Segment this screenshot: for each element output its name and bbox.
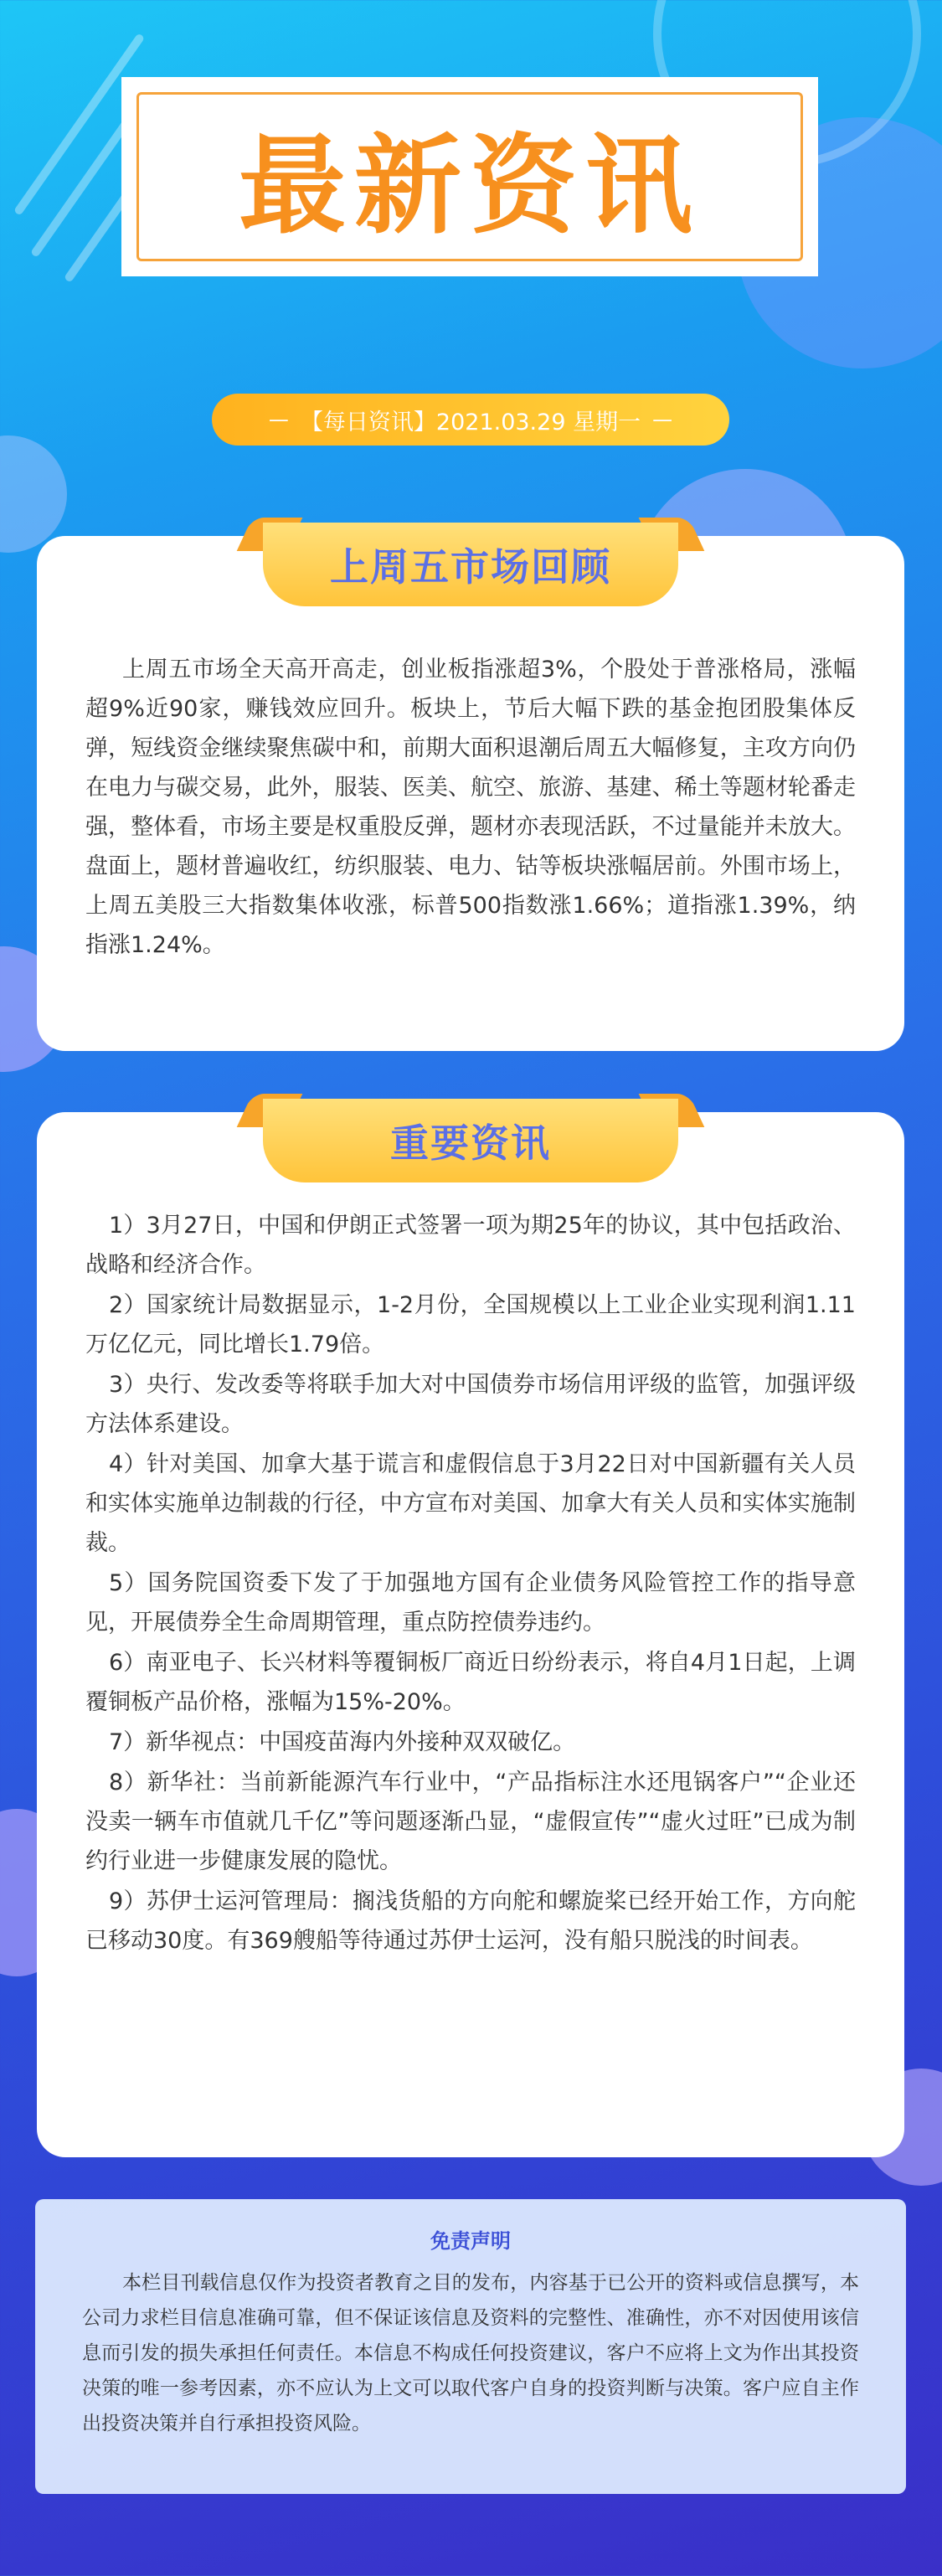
date-badge [212, 394, 729, 446]
banner-body [263, 523, 678, 606]
list-item: 9）苏伊士运河管理局：搁浅货船的方向舵和螺旋桨已经开始工作，方向舵已移动30度。有369艘船等待通过苏伊士运河，没有船只脱浅的时间表。 [85, 1888, 856, 1954]
dash-right: — [652, 408, 673, 431]
date-text: 【每日资讯】2021.03.29 星期一 [300, 409, 641, 435]
list-item: 5）国务院国资委下发了于加强地方国有企业债务风险管控工作的指导意见，开展债券全生命周期管理，重点防控债券违约。 [85, 1570, 856, 1636]
market-review-text: 上周五市场全天高开高走，创业板指涨超3%，个股处于普涨格局，涨幅超9%近90家，赚钱效应回升。板块上，节后大幅下跌的基金抱团股集体反弹，短线资金继续聚焦碳中和，前期大面积退潮后周五大幅修复，主攻方向仍在电力与碳交易，此外，服装、医美、航空、旅游、基建、稀土等题材轮番走强，整体看，市场主要是权重股反弹，题材亦表现活跃，不过量能并未放大。盘面上，题材普遍收红，纺织服装、电力、钴等板块涨幅居前。外围市场上，上周五美股三大指数集体收涨，标普500指数涨1.66%；道指涨1.39%，纳指涨1.24%。 [85, 657, 856, 958]
section-banner [245, 518, 697, 610]
banner-body [263, 1099, 678, 1182]
page-title: 最新资讯 [238, 124, 701, 249]
bg-circle [0, 435, 67, 553]
disclaimer-title: 免责声明 [430, 2229, 511, 2253]
section-banner [245, 1094, 697, 1186]
disclaimer-text: 本栏目刊载信息仅作为投资者教育之目的发布，内容基于已公开的资料或信息撰写，本公司力求栏目信息准确可靠，但不保证该信息及资料的完整性、准确性，亦不对因使用该信息而引发的损失承担任何责任。本信息不构成任何投资建议，客户不应将上文为作出其投资决策的唯一参考因素，亦不应认为上文可以取代客户自身的投资判断与决策。客户应自主作出投资决策并自行承担投资风险。 [82, 2272, 859, 2434]
important-news-card [37, 1112, 904, 2157]
disclaimer-box [35, 2199, 906, 2494]
dash-left: — [268, 408, 289, 431]
title-frame [136, 92, 803, 261]
section-heading: 上周五市场回顾 [330, 544, 611, 590]
list-item: 2）国家统计局数据显示，1-2月份，全国规模以上工业企业实现利润1.11万亿亿元，同比增长1.79倍。 [85, 1292, 856, 1358]
title-box [121, 77, 818, 276]
market-review-card [37, 536, 904, 1051]
news-list [85, 1206, 856, 1961]
list-item: 6）南亚电子、长兴材料等覆铜板厂商近日纷纷表示，将自4月1日起，上调覆铜板产品价格，涨幅为15%-20%。 [85, 1650, 856, 1715]
list-item: 1）3月27日，中国和伊朗正式签署一项为期25年的协议，其中包括政治、战略和经济合作。 [85, 1213, 856, 1278]
list-item: 7）新华视点：中国疫苗海内外接种双双破亿。 [109, 1729, 576, 1755]
list-item: 3）央行、发改委等将联手加大对中国债券市场信用评级的监管，加强评级方法体系建设。 [85, 1372, 856, 1437]
list-item: 8）新华社：当前新能源汽车行业中，“产品指标注水还甩锅客户”“企业还没卖一辆车市值就几千亿”等问题逐渐凸显，“虚假宣传”“虚火过旺”已成为制约行业进一步健康发展的隐忧。 [85, 1770, 856, 1874]
list-item: 4）针对美国、加拿大基于谎言和虚假信息于3月22日对中国新疆有关人员和实体实施单边制裁的行径，中方宣布对美国、加拿大有关人员和实体实施制裁。 [85, 1451, 856, 1556]
section-heading: 重要资讯 [390, 1121, 551, 1166]
